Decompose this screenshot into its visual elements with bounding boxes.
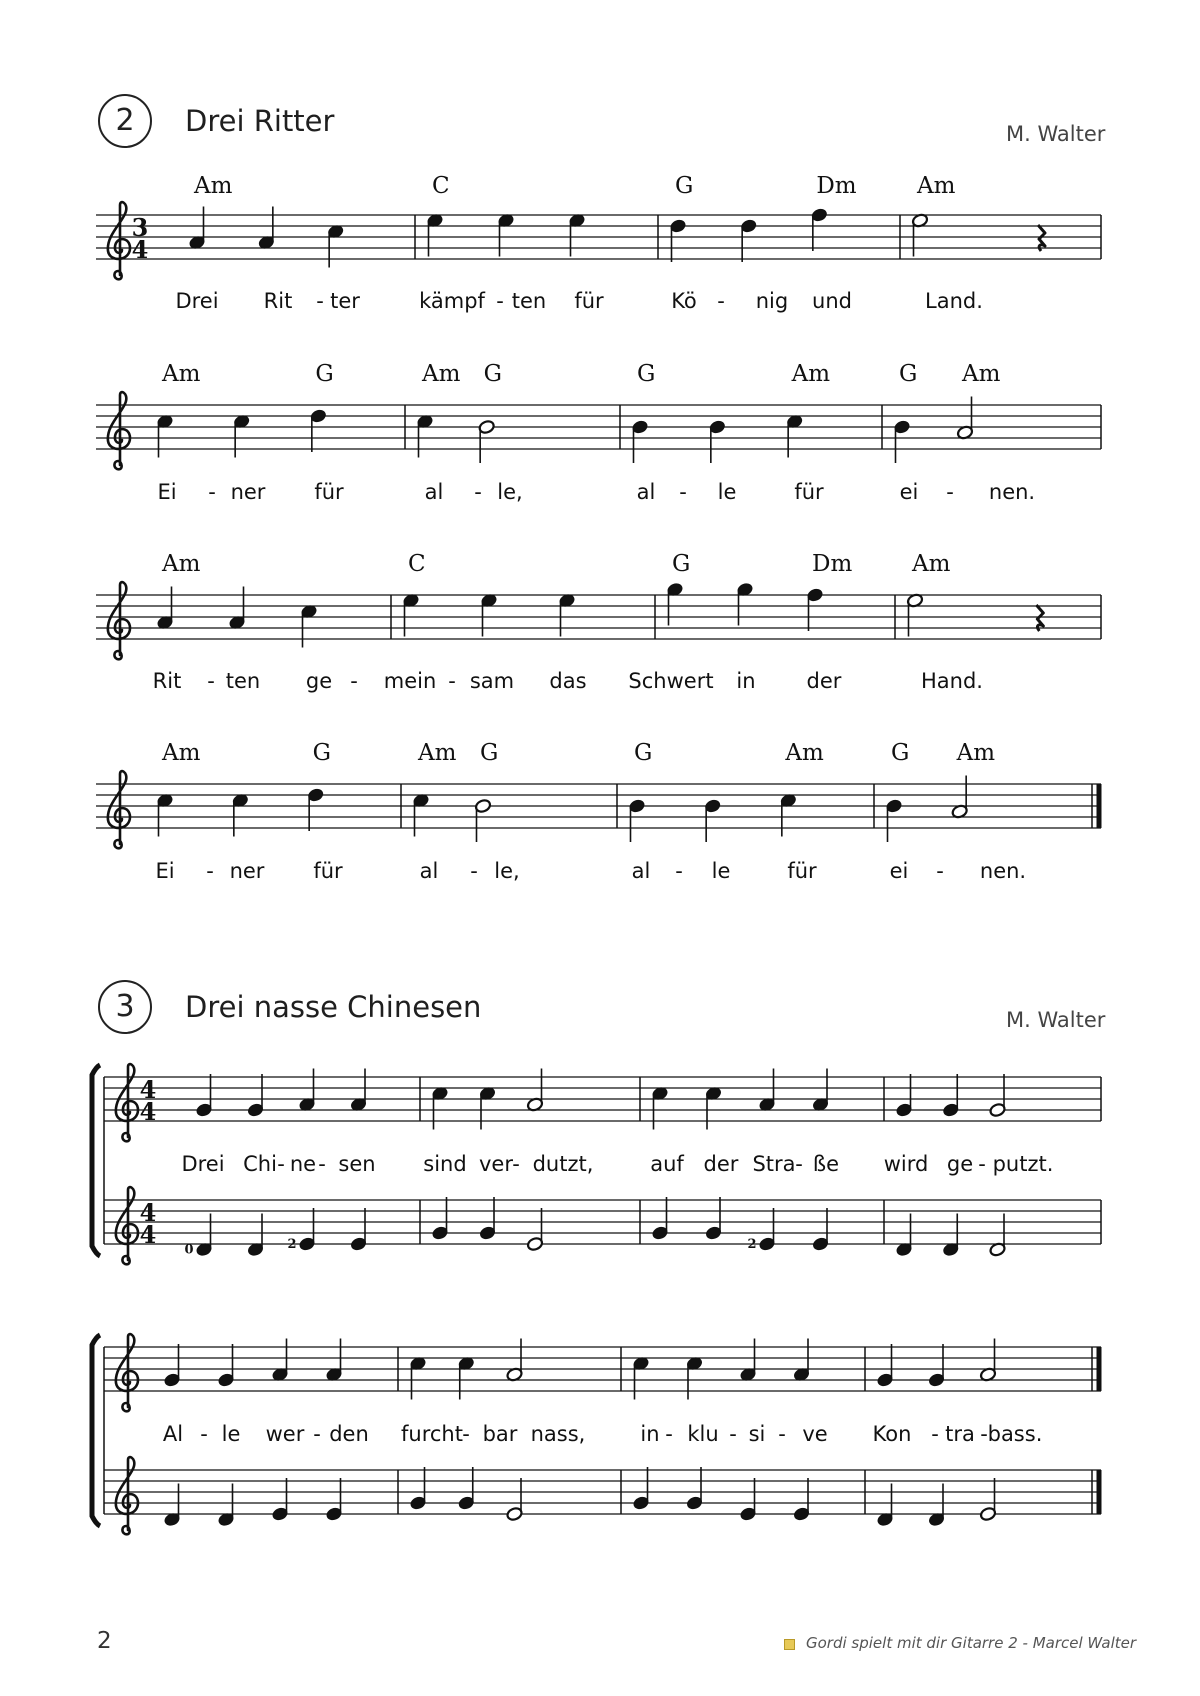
quarter-note xyxy=(928,1484,945,1528)
treble-clef-icon xyxy=(108,392,130,469)
chord-symbol: Am xyxy=(162,551,201,577)
half-note xyxy=(989,1074,1006,1118)
chord-symbol: G xyxy=(634,740,653,766)
treble-clef-icon xyxy=(108,202,130,279)
lyric-syllable: ver xyxy=(479,1152,513,1176)
chord-symbol: G xyxy=(675,173,694,199)
quarter-note xyxy=(416,414,433,458)
lyric-syllable: ner xyxy=(230,480,266,504)
quarter-note xyxy=(156,793,173,837)
quarter-note xyxy=(233,414,250,458)
quarter-note xyxy=(704,798,721,842)
quarter-note xyxy=(287,1208,315,1252)
lyric-syllable: si xyxy=(748,1422,766,1446)
lyric-syllable: für xyxy=(314,480,344,504)
chord-symbol: C xyxy=(408,551,426,577)
lyric-syllable: al xyxy=(636,480,656,504)
clef-stroke xyxy=(116,1334,138,1411)
quarter-note xyxy=(426,213,443,257)
treble-clef-icon xyxy=(116,1457,138,1534)
lyric-syllable: ten xyxy=(511,289,547,313)
quarter-note xyxy=(705,1086,722,1130)
quarter-note xyxy=(739,1339,756,1383)
chord-symbol: Am xyxy=(422,361,461,387)
quarter-note xyxy=(350,1069,367,1113)
quarter-note xyxy=(217,1344,234,1388)
quarter-note xyxy=(928,1344,945,1388)
quarter-note xyxy=(942,1214,959,1258)
lyric-syllable: wer xyxy=(265,1422,305,1446)
quarter-note xyxy=(163,1484,180,1528)
lyric-hyphen: - xyxy=(496,289,504,313)
lyric-syllable: ei xyxy=(889,859,909,883)
lyric-hyphen: - xyxy=(795,1152,803,1176)
lyric-syllable: ter xyxy=(330,289,360,313)
clef-stroke xyxy=(108,582,130,659)
quarter-note xyxy=(409,1467,426,1511)
quarter-note xyxy=(669,218,686,262)
lyric-syllable: das xyxy=(549,669,587,693)
chord-symbol: C xyxy=(432,173,450,199)
lyric-syllable: der xyxy=(806,669,842,693)
chord-symbol: Am xyxy=(162,740,201,766)
book-title: Gordi spielt mit dir Gitarre 2 - Marcel Walter xyxy=(806,1634,1137,1652)
quarter-note xyxy=(307,787,324,831)
clef-stroke xyxy=(108,202,130,279)
chord-symbol: Am xyxy=(917,173,956,199)
lyric-syllable: in xyxy=(736,669,756,693)
fingering-number: 0 xyxy=(184,1242,194,1258)
treble-clef-icon xyxy=(116,1187,138,1264)
lyric-syllable: Land. xyxy=(925,289,983,313)
lyric-syllable: le, xyxy=(494,859,520,883)
half-note xyxy=(989,1214,1006,1258)
lyric-hyphen: - xyxy=(462,1422,470,1446)
lyric-syllable: ten xyxy=(225,669,261,693)
lyric-syllable: ve xyxy=(802,1422,828,1446)
chord-symbol: G xyxy=(480,740,499,766)
quarter-note xyxy=(327,224,344,268)
quarter-note xyxy=(431,1197,448,1241)
lyric-syllable: Drei xyxy=(175,289,219,313)
system-bracket xyxy=(92,1335,100,1526)
lyric-syllable: ei xyxy=(899,480,919,504)
page-number: 2 xyxy=(97,1628,112,1654)
quarter-note xyxy=(228,587,245,631)
lyric-hyphen: - xyxy=(474,480,482,504)
quarter-note xyxy=(895,1074,912,1118)
chord-symbol: Am xyxy=(791,361,831,387)
quarter-note xyxy=(156,587,173,631)
half-note xyxy=(506,1339,523,1383)
clef-stroke xyxy=(116,1064,138,1141)
quarter-note xyxy=(271,1478,288,1522)
quarter-note xyxy=(479,1086,496,1130)
quarter-note xyxy=(497,213,514,257)
quarter-note xyxy=(247,1074,264,1118)
treble-clef-icon xyxy=(108,771,130,848)
treble-clef-icon xyxy=(108,582,130,659)
lyric-syllable: Rit xyxy=(263,289,293,313)
quarter-note xyxy=(325,1478,342,1522)
lyric-syllable: für xyxy=(574,289,604,313)
quarter-note xyxy=(271,1339,288,1383)
quarter-note xyxy=(258,207,275,251)
lyric-syllable: nen. xyxy=(988,480,1036,504)
lyric-syllable: Ei xyxy=(157,480,177,504)
lyric-syllable: auf xyxy=(650,1152,684,1176)
lyric-syllable: sen xyxy=(338,1152,376,1176)
quarter-note xyxy=(628,798,645,842)
quarter-note xyxy=(812,1069,829,1113)
lyric-hyphen: - xyxy=(778,1422,786,1446)
chord-symbol: Dm xyxy=(816,173,857,199)
lyric-hyphen: - xyxy=(277,1152,285,1176)
time-signature-denominator: 4 xyxy=(139,1097,157,1126)
time-signature-numerator: 4 xyxy=(139,1075,157,1104)
quarter-note xyxy=(300,604,317,648)
lyric-syllable: Drei xyxy=(181,1152,225,1176)
half-note xyxy=(526,1069,543,1113)
lyric-syllable: bass. xyxy=(987,1422,1043,1446)
quarter-note xyxy=(793,1478,810,1522)
quarter-note xyxy=(325,1339,342,1383)
lyric-hyphen: - xyxy=(931,1422,939,1446)
lyric-syllable: sam xyxy=(469,669,515,693)
quarter-note xyxy=(350,1208,367,1252)
quarter-note xyxy=(431,1086,448,1130)
lyric-syllable: Kon xyxy=(872,1422,912,1446)
lyric-syllable: Ei xyxy=(155,859,175,883)
half-note xyxy=(956,397,973,441)
lyric-hyphen: - xyxy=(512,1152,520,1176)
lyric-syllable: für xyxy=(313,859,343,883)
quarter-note xyxy=(631,419,648,463)
lyric-syllable: tra xyxy=(945,1422,975,1446)
quarter-note xyxy=(409,1356,426,1400)
lyric-hyphen: - xyxy=(679,480,687,504)
lyric-syllable: le, xyxy=(497,480,523,504)
lyric-hyphen: - xyxy=(470,859,478,883)
quarter-note xyxy=(812,1208,829,1252)
quarter-note xyxy=(217,1484,234,1528)
quarter-note xyxy=(686,1467,703,1511)
lyric-hyphen: - xyxy=(350,669,358,693)
quarter-note xyxy=(686,1356,703,1400)
lyric-syllable: kämpf xyxy=(419,289,485,313)
quarter-note xyxy=(558,593,575,637)
chord-symbol: Am xyxy=(956,740,996,766)
lyric-syllable: ne xyxy=(289,1152,317,1176)
lyric-syllable: nass, xyxy=(530,1422,586,1446)
quarter-note xyxy=(811,207,828,251)
chord-symbol: Am xyxy=(194,173,233,199)
quarter-note xyxy=(705,1197,722,1241)
lyric-syllable: Kö xyxy=(671,289,697,313)
chord-symbol: G xyxy=(315,361,334,387)
lyric-syllable: der xyxy=(703,1152,739,1176)
lyric-hyphen: - xyxy=(980,1422,988,1446)
quarter-rest-icon xyxy=(1038,225,1045,251)
quarter-note xyxy=(876,1344,893,1388)
lyric-syllable: ße xyxy=(812,1152,840,1176)
time-signature-denominator: 4 xyxy=(139,1220,157,1249)
half-note xyxy=(474,798,491,842)
lyric-syllable: al xyxy=(424,480,444,504)
chord-symbol: G xyxy=(312,740,332,766)
fingering-number: 2 xyxy=(747,1237,757,1252)
chord-symbol: G xyxy=(899,361,918,387)
quarter-note xyxy=(739,1478,756,1522)
lyric-syllable: Chi xyxy=(243,1152,277,1176)
quarter-note xyxy=(247,1214,264,1258)
lyric-hyphen: - xyxy=(200,1422,208,1446)
lyric-hyphen: - xyxy=(448,669,456,693)
quarter-note xyxy=(786,414,803,458)
system-bracket xyxy=(92,1065,100,1256)
quarter-rest-icon xyxy=(1036,605,1043,631)
lyric-hyphen: - xyxy=(316,289,324,313)
chord-symbol: Am xyxy=(418,740,457,766)
quarter-note xyxy=(310,408,327,452)
chord-symbol: Am xyxy=(962,361,1001,387)
song-title: Drei Ritter xyxy=(185,104,335,138)
quarter-note xyxy=(780,793,797,837)
quarter-note xyxy=(758,1069,775,1113)
chord-symbol: Am xyxy=(785,740,824,766)
lyric-syllable: le xyxy=(711,859,731,883)
quarter-note xyxy=(709,419,726,463)
lyric-hyphen: - xyxy=(318,1152,326,1176)
lyric-syllable: ner xyxy=(229,859,265,883)
clef-stroke xyxy=(108,771,130,848)
quarter-note xyxy=(806,587,823,631)
fingering-number: 2 xyxy=(287,1237,297,1252)
quarter-note xyxy=(298,1069,315,1113)
lyric-syllable: für xyxy=(787,859,817,883)
clef-stroke xyxy=(108,392,130,469)
lyric-syllable: al xyxy=(419,859,439,883)
lyric-syllable: Stra xyxy=(752,1152,796,1176)
chord-symbol: Am xyxy=(912,551,951,577)
half-note xyxy=(506,1478,523,1522)
quarter-note xyxy=(184,1214,212,1258)
chord-symbol: G xyxy=(672,551,691,577)
chord-symbol: G xyxy=(637,361,656,387)
lyric-hyphen: - xyxy=(665,1422,673,1446)
quarter-note xyxy=(156,414,173,458)
quarter-note xyxy=(163,1344,180,1388)
time-signature-numerator: 3 xyxy=(131,213,149,242)
quarter-note xyxy=(458,1467,475,1511)
lyric-hyphen: - xyxy=(206,859,214,883)
half-note xyxy=(526,1208,543,1252)
footer-marker-icon xyxy=(784,1639,795,1650)
quarter-note xyxy=(632,1467,649,1511)
quarter-note xyxy=(666,582,683,626)
lyric-syllable: bar xyxy=(482,1422,518,1446)
clef-stroke xyxy=(116,1457,138,1534)
lyric-syllable: klu xyxy=(687,1422,719,1446)
lyric-syllable: sind xyxy=(423,1152,467,1176)
quarter-note xyxy=(480,593,497,637)
quarter-note xyxy=(188,207,205,251)
lyric-hyphen: - xyxy=(313,1422,321,1446)
quarter-note xyxy=(412,793,429,837)
lyric-syllable: in xyxy=(640,1422,660,1446)
chord-symbol: Am xyxy=(162,361,201,387)
lyric-hyphen: - xyxy=(208,480,216,504)
quarter-note xyxy=(942,1074,959,1118)
lyric-syllable: Hand. xyxy=(921,669,983,693)
lyric-syllable: le xyxy=(221,1422,241,1446)
quarter-note xyxy=(740,218,757,262)
lyric-syllable: Rit xyxy=(152,669,182,693)
quarter-note xyxy=(885,798,902,842)
chord-symbol: G xyxy=(483,361,503,387)
clef-stroke xyxy=(116,1187,138,1264)
lyric-hyphen: - xyxy=(729,1422,737,1446)
quarter-note xyxy=(651,1197,668,1241)
lyric-syllable: dutzt, xyxy=(532,1152,594,1176)
lyric-syllable: le xyxy=(717,480,737,504)
time-signature-numerator: 4 xyxy=(139,1198,157,1227)
quarter-note xyxy=(402,593,419,637)
quarter-note xyxy=(876,1484,893,1528)
quarter-note xyxy=(893,419,910,463)
quarter-note xyxy=(651,1086,668,1130)
lyric-syllable: furcht xyxy=(401,1422,463,1446)
song-number-badge: 2 xyxy=(98,94,152,148)
lyric-syllable: nen. xyxy=(979,859,1027,883)
half-note xyxy=(951,776,968,820)
half-note xyxy=(979,1339,996,1383)
quarter-note xyxy=(232,793,249,837)
lyric-syllable: ge xyxy=(946,1152,974,1176)
chord-symbol: G xyxy=(891,740,910,766)
composer: M. Walter xyxy=(1006,122,1106,146)
treble-clef-icon xyxy=(116,1334,138,1411)
quarter-note xyxy=(195,1074,212,1118)
quarter-note xyxy=(793,1339,810,1383)
lyric-syllable: wird xyxy=(883,1152,929,1176)
treble-clef-icon xyxy=(116,1064,138,1141)
song-title: Drei nasse Chinesen xyxy=(185,990,482,1024)
lyric-syllable: Schwert xyxy=(628,669,714,693)
lyric-syllable: nig xyxy=(755,289,789,313)
lyric-hyphen: - xyxy=(936,859,944,883)
lyric-syllable: den xyxy=(329,1422,369,1446)
half-note xyxy=(478,419,495,463)
quarter-note xyxy=(479,1197,496,1241)
half-note xyxy=(911,213,928,257)
lyric-hyphen: - xyxy=(675,859,683,883)
lyric-hyphen: - xyxy=(978,1152,986,1176)
chord-symbol: Dm xyxy=(812,551,853,577)
half-note xyxy=(906,593,923,637)
lyric-syllable: mein xyxy=(383,669,437,693)
composer: M. Walter xyxy=(1006,1008,1106,1032)
quarter-note xyxy=(568,213,585,257)
lyric-hyphen: - xyxy=(717,289,725,313)
quarter-note xyxy=(747,1208,775,1252)
quarter-note xyxy=(736,582,753,626)
lyric-hyphen: - xyxy=(946,480,954,504)
lyric-hyphen: - xyxy=(207,669,215,693)
lyric-syllable: al xyxy=(631,859,651,883)
lyric-syllable: und xyxy=(812,289,852,313)
half-note xyxy=(979,1478,996,1522)
quarter-note xyxy=(632,1356,649,1400)
lyric-syllable: putzt. xyxy=(992,1152,1054,1176)
time-signature-denominator: 4 xyxy=(131,235,149,264)
lyric-syllable: Al xyxy=(162,1422,184,1446)
song-number-badge: 3 xyxy=(98,980,152,1034)
quarter-note xyxy=(895,1214,912,1258)
lyric-syllable: ge xyxy=(305,669,333,693)
lyric-syllable: für xyxy=(794,480,824,504)
quarter-note xyxy=(458,1356,475,1400)
